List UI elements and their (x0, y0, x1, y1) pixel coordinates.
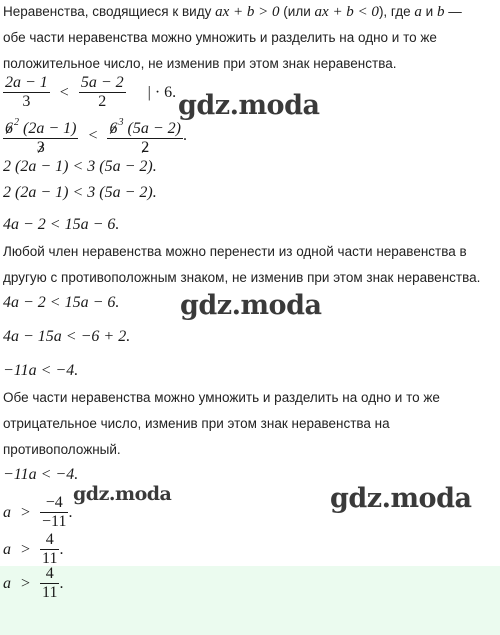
struck-three: 3 (36, 139, 45, 156)
cancelled-fraction-left (3, 114, 78, 157)
result-3-fraction (40, 565, 59, 602)
cancelled-right-denominator (107, 139, 182, 157)
result-2-fraction (40, 531, 59, 568)
intro-and: и (425, 4, 434, 19)
struck-six-right: 6 (109, 120, 118, 137)
result-1-var: a (3, 503, 11, 521)
struck-two: 2 (141, 139, 150, 156)
left-binomial: (2a − 1) (23, 120, 77, 137)
watermark-1: gdz.moda (178, 90, 320, 121)
result-3-numerator: 4 (40, 565, 59, 584)
greater-than-sign-2: > (21, 540, 31, 558)
result-2-numerator: 4 (40, 531, 59, 550)
watermark-2: gdz.moda (180, 290, 322, 321)
cancelled-inequality (3, 114, 187, 157)
result-3-var: a (3, 574, 11, 592)
watermark-3: gdz.moda (73, 483, 172, 505)
factor-three: 3 (118, 117, 124, 128)
intro-var-b: b (436, 4, 445, 20)
cancelled-right-numerator (107, 114, 182, 139)
highlighted-answer-band (0, 566, 500, 635)
intro-expr-2: ax + b < 0 (314, 4, 379, 20)
fraction-inequality (3, 74, 176, 111)
period: . (182, 126, 187, 144)
equation-3: 4a − 2 < 15a − 6. (3, 216, 120, 233)
rule3-line3: противоположный. (3, 442, 121, 457)
result-2 (3, 531, 63, 568)
cancelled-left-denominator (3, 139, 78, 157)
period-4: . (59, 574, 64, 592)
factor-two: 2 (14, 117, 19, 128)
result-2-var: a (3, 540, 11, 558)
intro-text-3: ), где (378, 4, 411, 19)
rule1-line3: положительное число, не изменив при этом знак неравенства. (3, 56, 397, 71)
result-1-numerator: −4 (40, 494, 68, 513)
result-3 (3, 565, 63, 602)
cancelled-left-numerator (3, 114, 78, 139)
multiply-note: | · 6. (147, 83, 177, 101)
fraction-right-denominator: 2 (98, 93, 107, 110)
equation-4: 4a − 2 < 15a − 6. (3, 294, 120, 311)
result-2-denominator: 11 (42, 550, 58, 567)
fraction-left-numerator: 2a − 1 (5, 74, 48, 91)
rule3-line2: отрицательное число, изменив при этом знак неравенства на (3, 416, 390, 431)
equation-7: −11a < −4. (3, 466, 79, 483)
result-3-denominator: 11 (42, 584, 58, 601)
result-1 (3, 494, 72, 531)
intro-text-2: (или (283, 4, 311, 19)
less-than-sign: < (59, 83, 69, 101)
rule2-line1: Любой член неравенства можно перенести из одной части неравенства в (3, 244, 467, 259)
fraction-left-denominator: 3 (22, 93, 31, 110)
less-than-sign-2: < (88, 126, 98, 144)
equation-1: 2 (2a − 1) < 3 (5a − 2). (3, 158, 157, 175)
fraction-left (3, 74, 50, 111)
period-3: . (59, 540, 64, 558)
struck-six-left: 6 (5, 120, 13, 137)
greater-than-sign-1: > (21, 503, 31, 521)
rule2-line2: другую с противоположным знаком, не изменив при этом знак неравенства. (3, 270, 481, 285)
rule1-line2: обе части неравенства можно умножить и разделить на одно и то же (3, 30, 437, 45)
fraction-right (79, 74, 126, 111)
right-binomial: (5a − 2) (127, 120, 181, 137)
result-1-fraction (40, 494, 68, 531)
equation-5: 4a − 15a < −6 + 2. (3, 328, 131, 345)
fraction-right-numerator: 5a − 2 (80, 74, 124, 91)
watermark-4: gdz.moda (330, 483, 472, 514)
result-1-denominator: −11 (42, 513, 67, 530)
intro-line (3, 4, 462, 21)
cancelled-fraction-right (107, 114, 182, 157)
intro-dash: — (448, 4, 462, 19)
equation-6: −11a < −4. (3, 362, 79, 379)
greater-than-sign-3: > (21, 574, 31, 592)
rule3-line1: Обе части неравенства можно умножить и разделить на одно и то же (3, 390, 440, 405)
period-2: . (68, 503, 73, 521)
equation-2: 2 (2a − 1) < 3 (5a − 2). (3, 184, 157, 201)
intro-var-a: a (414, 4, 422, 20)
intro-expr-1: ax + b > 0 (215, 4, 280, 20)
intro-text-1: Неравенства, сводящиеся к виду (3, 4, 212, 19)
